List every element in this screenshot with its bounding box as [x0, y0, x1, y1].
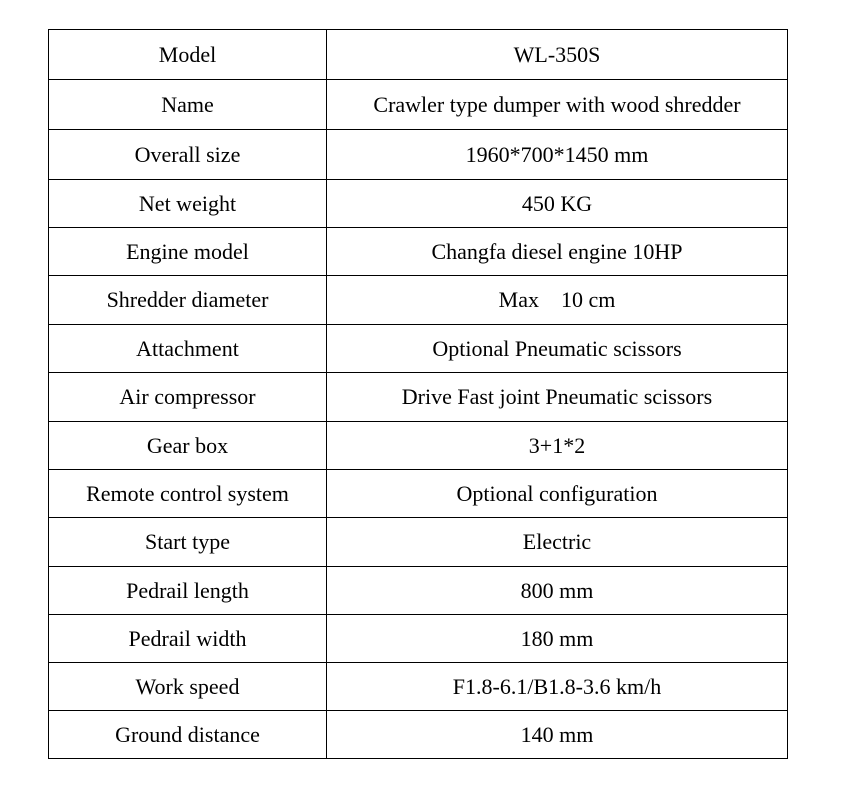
table-row [49, 276, 788, 325]
table-row [49, 228, 788, 276]
spec-label: Start type [49, 518, 327, 567]
table-row [49, 518, 788, 567]
table-row [49, 373, 788, 422]
spec-label: Overall size [49, 130, 327, 180]
table-row [49, 422, 788, 470]
spec-label: Pedrail length [49, 567, 327, 615]
spec-value: 1960*700*1450 mm [327, 130, 788, 180]
table-row [49, 470, 788, 518]
table-row [49, 663, 788, 711]
table-row [49, 130, 788, 180]
spec-value: F1.8-6.1/B1.8-3.6 km/h [327, 663, 788, 711]
spec-label: Attachment [49, 325, 327, 373]
table-row [49, 711, 788, 759]
spec-value: Optional Pneumatic scissors [327, 325, 788, 373]
spec-label: Air compressor [49, 373, 327, 422]
spec-label: Name [49, 80, 327, 130]
spec-value: Optional configuration [327, 470, 788, 518]
spec-value: 800 mm [327, 567, 788, 615]
spec-label: Engine model [49, 228, 327, 276]
spec-label: Ground distance [49, 711, 327, 759]
spec-value: 450 KG [327, 180, 788, 228]
spec-value: Electric [327, 518, 788, 567]
spec-label: Remote control system [49, 470, 327, 518]
spec-label: Work speed [49, 663, 327, 711]
spec-value: Drive Fast joint Pneumatic scissors [327, 373, 788, 422]
spec-value: WL-350S [327, 30, 788, 80]
spec-label: Model [49, 30, 327, 80]
spec-label: Gear box [49, 422, 327, 470]
spec-value: 180 mm [327, 615, 788, 663]
table-row [49, 30, 788, 80]
spec-value: 140 mm [327, 711, 788, 759]
table-row [49, 325, 788, 373]
spec-value: Changfa diesel engine 10HP [327, 228, 788, 276]
spec-value: 3+1*2 [327, 422, 788, 470]
spec-table [48, 29, 788, 759]
spec-value: Max 10 cm [327, 276, 788, 325]
spec-label: Shredder diameter [49, 276, 327, 325]
spec-label: Pedrail width [49, 615, 327, 663]
table-row [49, 615, 788, 663]
table-row [49, 180, 788, 228]
table-row [49, 567, 788, 615]
table-row [49, 80, 788, 130]
spec-value: Crawler type dumper with wood shredder [327, 80, 788, 130]
spec-label: Net weight [49, 180, 327, 228]
